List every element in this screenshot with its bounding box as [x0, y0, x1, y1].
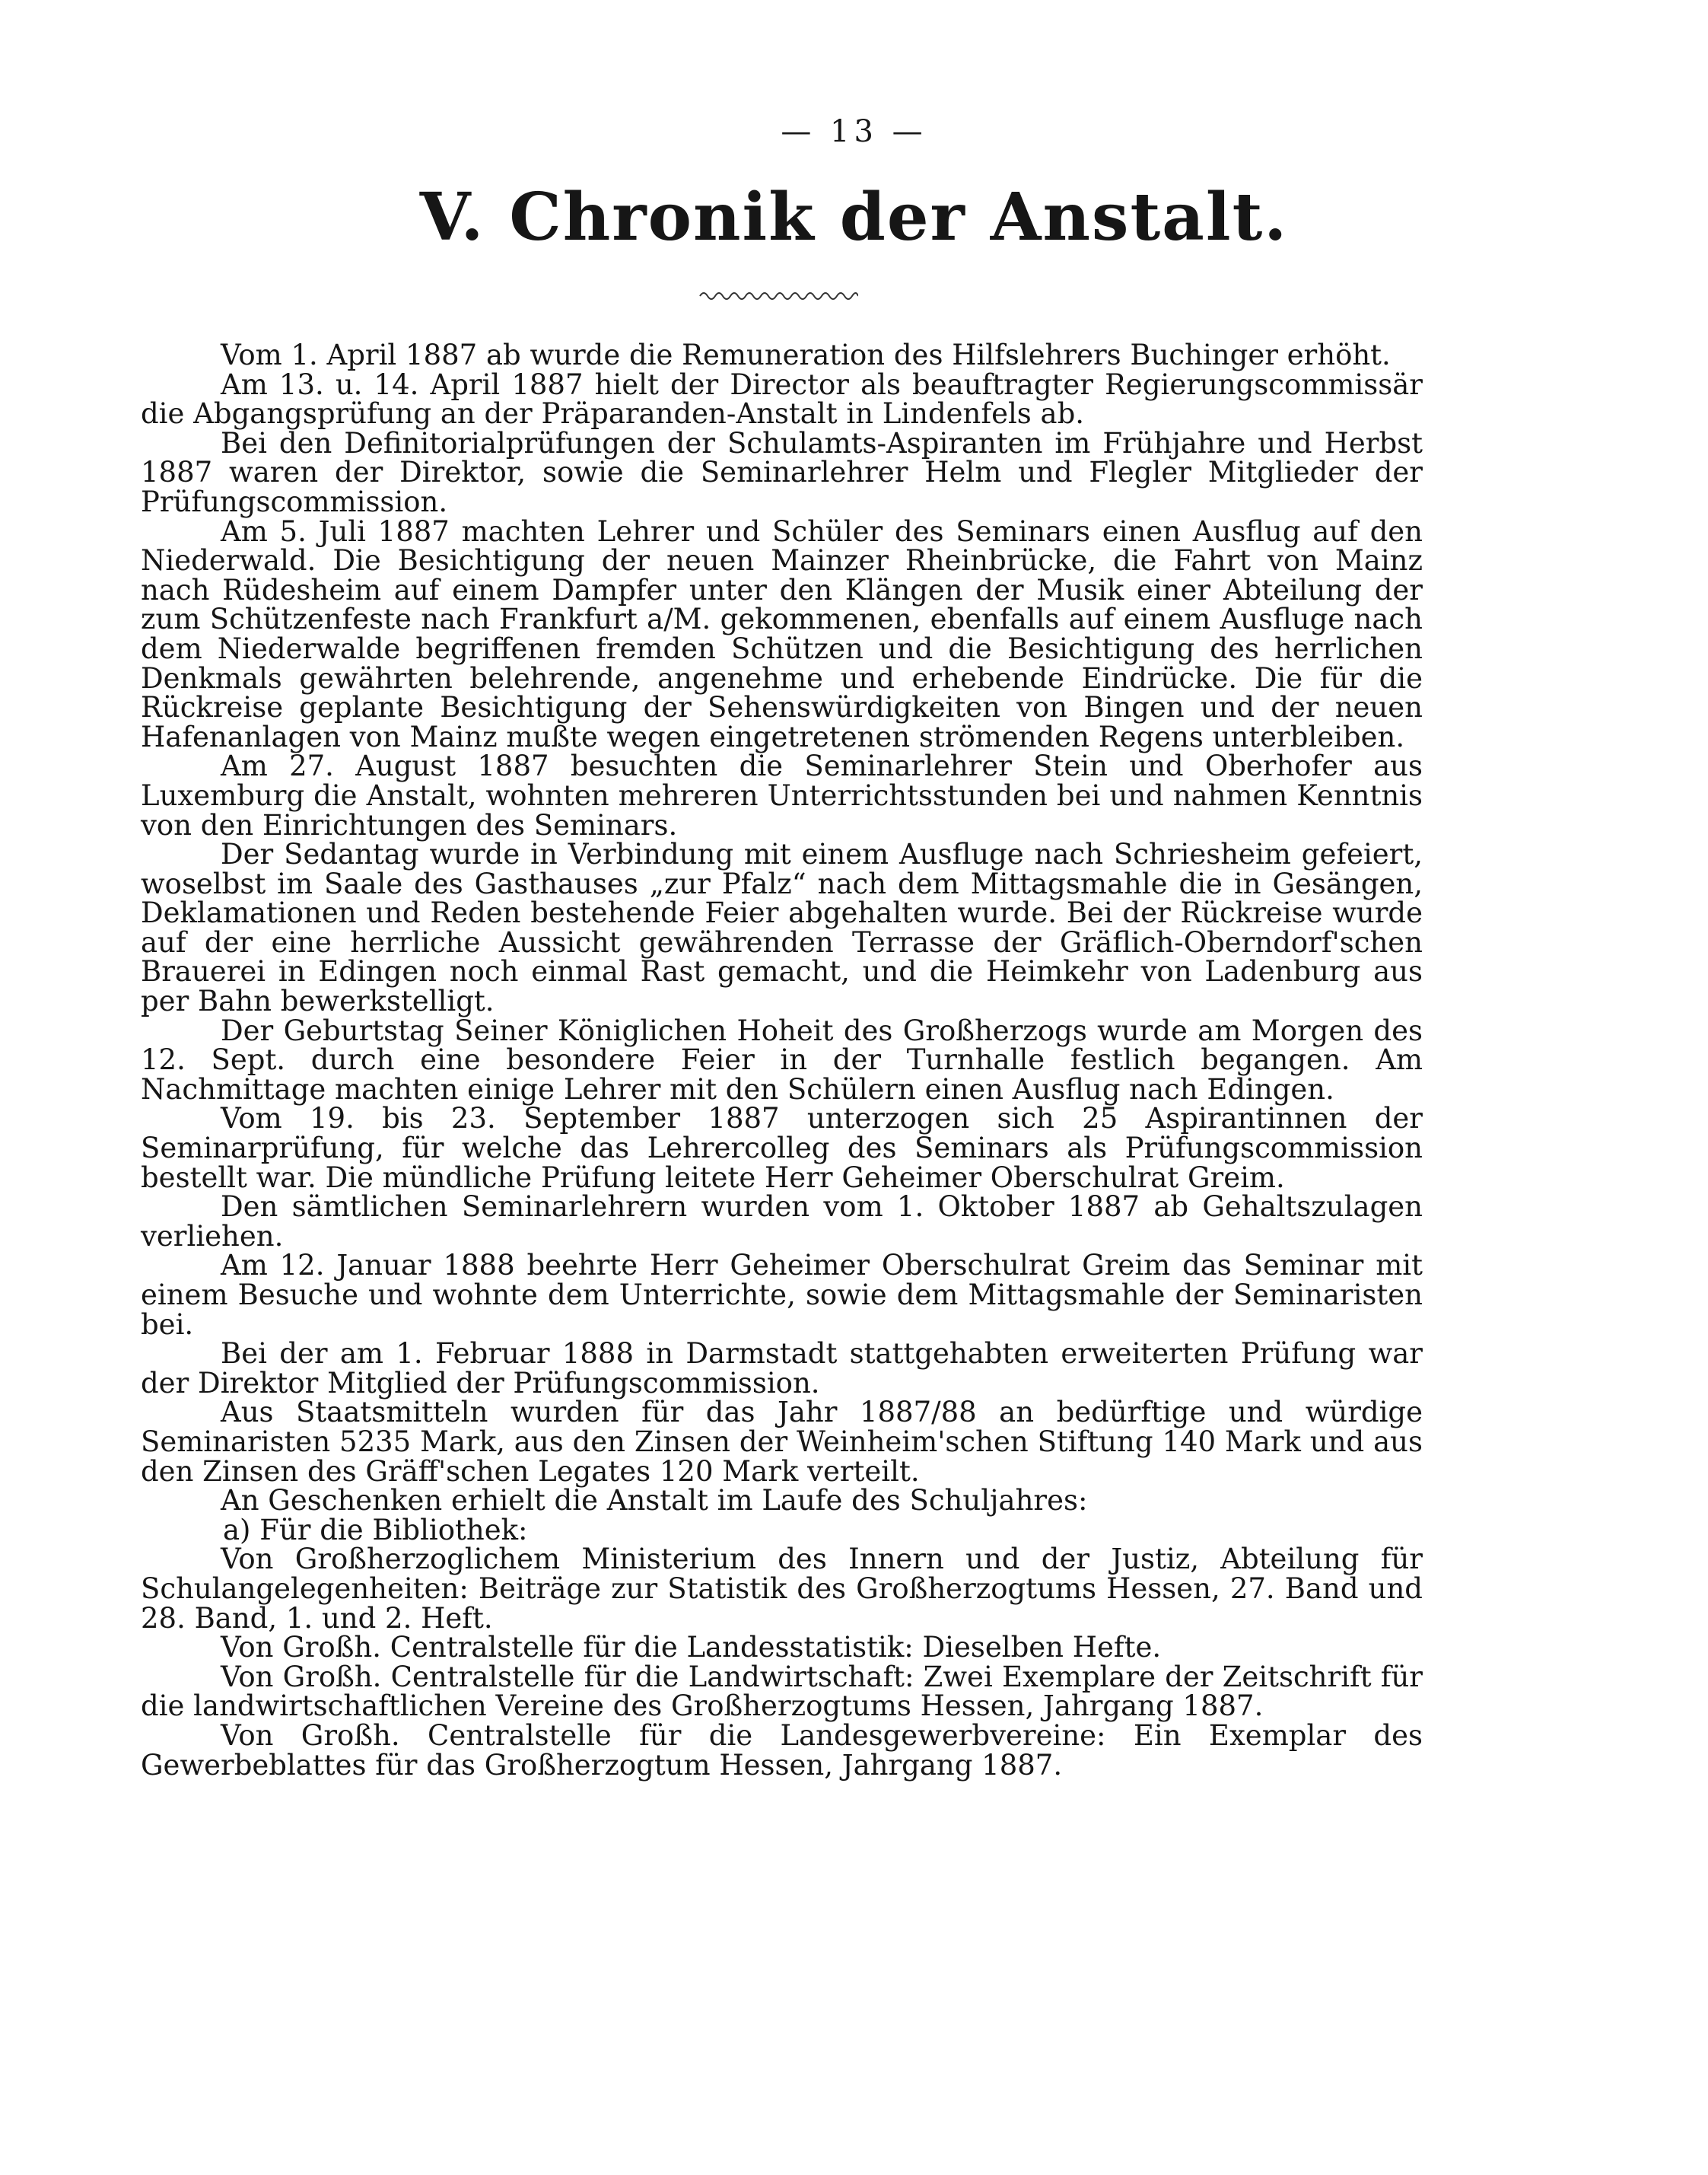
paragraph-definitorialpruefungen: Bei den Definitorialprüfungen der Schulamts-Aspiranten im Frühjahre und Herbst 1887 waren der Direktor, sowie die Seminarlehrer Helm und Flegler Mitglieder der Prüfungscommission.	[141, 426, 1423, 518]
paragraph-sedantag: Der Sedantag wurde in Verbindung mit einem Ausfluge nach Schriesheim gefeiert, woselbst im Saale des Gasthauses „zur Pfalz“ nach dem Mittagsmahle die in Gesängen, Deklamationen und Reden bestehende Feier abgehalten wurde. Bei der Rückreise wurde auf der eine herrliche Aussicht gewährenden Terrasse der Gräflich-Oberndorf'schen Brauerei in Edingen noch einmal Rast gemacht, und die Heimkehr von Ladenburg aus per Bahn bewerkstelligt.	[141, 838, 1423, 1018]
paragraph-geschenk-landesstatistik: Von Großh. Centralstelle für die Landesstatistik: Dieselben Hefte.	[221, 1631, 1162, 1664]
paragraph-gehaltszulagen: Den sämtlichen Seminarlehrern wurden vom 1. Oktober 1887 ab Gehaltszulagen verliehen.	[141, 1190, 1423, 1253]
paragraph-abgangspruefung: Am 13. u. 14. April 1887 hielt der Director als beauftragter Regierungscommissär die Abgangsprüfung an der Präparanden-Anstalt in Lindenfels ab.	[141, 368, 1423, 431]
chapter-heading: V. Chronik der Anstalt.	[419, 179, 1289, 256]
paragraph-geschenk-gewerbvereine: Von Großh. Centralstelle für die Landesgewerbvereine: Ein Exemplar des Gewerbeblattes für das Großherzogtum Hessen, Jahrgang 1887.	[141, 1718, 1423, 1782]
paragraph-staatsmittel: Aus Staatsmitteln wurden für das Jahr 1887/88 an bedürftige und würdige Seminaristen 5235 Mark, aus den Zinsen der Weinheim'schen Stiftung 140 Mark und aus den Zinsen des Gräff'schen Legates 120 Mark verteilt.	[141, 1396, 1423, 1488]
paragraph-bibliothek-heading: a) Für die Bibliothek:	[223, 1513, 528, 1546]
page-number: — 13 —	[781, 114, 927, 149]
paragraph-geburtstag: Der Geburtstag Seiner Königlichen Hoheit des Großherzogs wurde am Morgen des 12. Sept. durch eine besondere Feier in der Turnhalle festlich begangen. Am Nachmittage machten einige Lehrer mit den Schülern einen Ausflug nach Edingen.	[141, 1014, 1423, 1106]
paragraph-remuneration: Vom 1. April 1887 ab wurde die Remuneration des Hilfslehrers Buchinger erhöht.	[221, 339, 1391, 371]
paragraph-geschenke-intro: An Geschenken erhielt die Anstalt im Laufe des Schuljahres:	[221, 1484, 1088, 1517]
chronicle-text	[141, 341, 1423, 1780]
paragraph-seminarpruefung: Vom 19. bis 23. September 1887 unterzogen sich 25 Aspirantinnen der Seminarprüfung, für welche das Lehrercolleg des Seminars als Prüfungscommission bestellt war. Die mündliche Prüfung leitete Herr Geheimer Oberschulrat Greim.	[141, 1102, 1423, 1194]
wavy-rule-ornament	[698, 288, 858, 304]
paragraph-geschenk-ministerium: Von Großherzoglichem Ministerium des Innern und der Justiz, Abteilung für Schulangelegenheiten: Beiträge zur Statistik des Großherzogtums Hessen, 27. Band und 28. Band, 1. und 2. Heft.	[141, 1543, 1423, 1635]
paragraph-erweiterte-pruefung: Bei der am 1. Februar 1888 in Darmstadt stattgehabten erweiterten Prüfung war der Direktor Mitglied der Prüfungscommission.	[141, 1337, 1423, 1400]
paragraph-besuch-greim: Am 12. Januar 1888 beehrte Herr Geheimer Oberschulrat Greim das Seminar mit einem Besuche und wohnte dem Unterrichte, sowie dem Mittagsmahle der Seminaristen bei.	[141, 1249, 1423, 1341]
paragraph-ausflug-niederwald: Am 5. Juli 1887 machten Lehrer und Schüler des Seminars einen Ausflug auf den Niederwald. Die Besichtigung der neuen Mainzer Rheinbrücke, die Fahrt von Mainz nach Rüdesheim auf einem Dampfer unter den Klängen der Musik einer Abteilung der zum Schützenfeste nach Frankfurt a/M. gekommenen, ebenfalls auf einem Ausfluge nach dem Niederwalde begriffenen fremden Schützen und die Besichtigung des herrlichen Denkmals gewährten belehrende, angenehme und erhebende Eindrücke. Die für die Rückreise geplante Besichtigung der Sehenswürdigkeiten von Bingen und der neuen Hafenanlagen von Mainz mußte wegen eingetretenen strömenden Regens unterbleiben.	[141, 514, 1423, 753]
paragraph-besuch-luxemburg: Am 27. August 1887 besuchten die Seminarlehrer Stein und Oberhofer aus Luxemburg die Anstalt, wohnten mehreren Unterrichtsstunden bei und nahmen Kenntnis von den Einrichtungen des Seminars.	[141, 750, 1423, 842]
paragraph-geschenk-landwirtschaft: Von Großh. Centralstelle für die Landwirtschaft: Zwei Exemplare der Zeitschrift für die landwirtschaftlichen Vereine des Großherzogtums Hessen, Jahrgang 1887.	[141, 1660, 1423, 1723]
